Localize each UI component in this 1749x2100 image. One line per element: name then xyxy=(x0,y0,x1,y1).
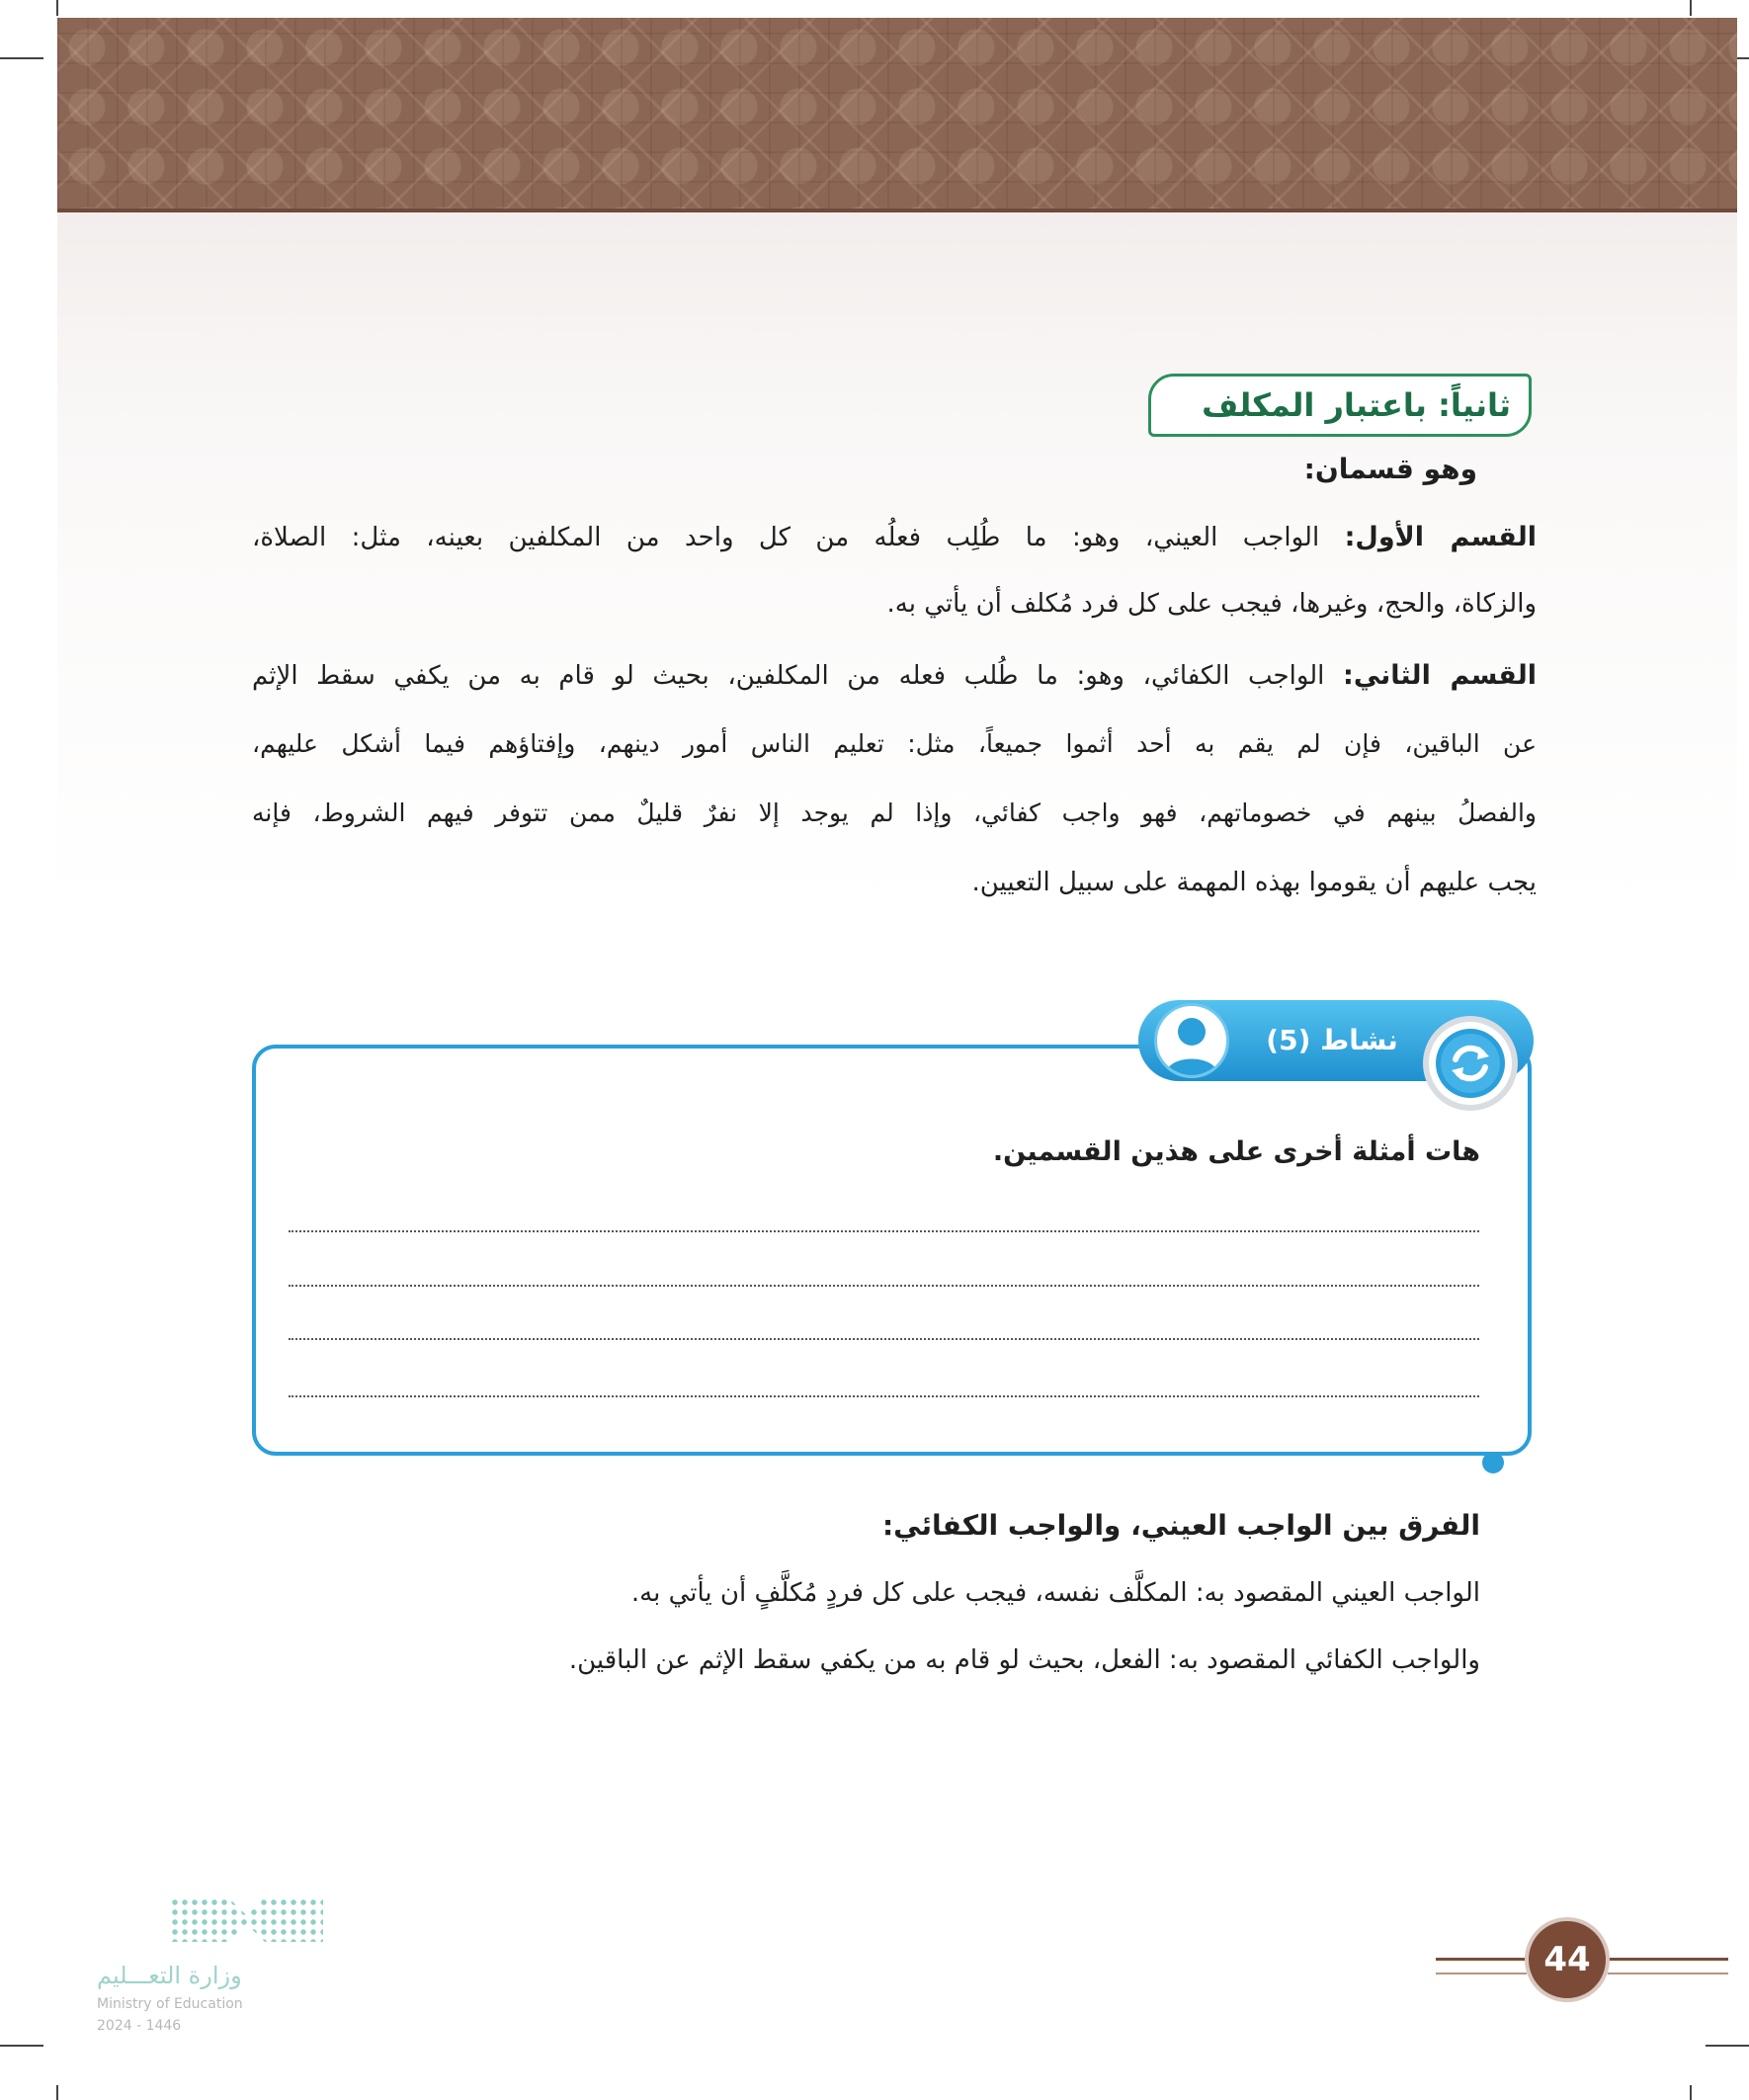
activity-prompt: هات أمثلة أخرى على هذين القسمين. xyxy=(992,1136,1480,1167)
crop-mark xyxy=(0,2045,43,2047)
footer-rule-right-thin xyxy=(1608,1973,1728,1974)
crop-mark xyxy=(0,57,43,59)
answer-line[interactable] xyxy=(289,1285,1479,1287)
footer-rule-left xyxy=(1436,1958,1527,1961)
crop-mark xyxy=(56,2085,58,2100)
student-avatar xyxy=(1154,1003,1229,1078)
section-heading-tab xyxy=(1148,374,1532,437)
activity-box-end-dot xyxy=(1482,1452,1504,1473)
part1-text: الواجب العيني، وهو: ما طُلِب فعلُه من كل واحد من المكلفين بعينه، مثل: الصلاة، xyxy=(252,523,1320,552)
part2-label: القسم الثاني: xyxy=(1343,660,1538,691)
activity-box xyxy=(252,1045,1532,1456)
part1-paragraph-line1 xyxy=(252,522,1537,552)
section-intro: وهو قسمان: xyxy=(1303,453,1477,485)
refresh-icon xyxy=(1434,1027,1507,1100)
part2-paragraph-line4: يجب عليهم أن يقوموا بهذه المهمة على سبيل التعيين. xyxy=(971,868,1537,897)
part2-paragraph-line3: والفصلُ بينهم في خصوماتهم، فهو واجب كفائي، وإذا لم يوجد إلا نفرٌ قليلٌ ممن تتوفر فيهم الشروط، فإنه xyxy=(252,798,1537,827)
decorative-pattern-banner xyxy=(57,18,1737,212)
user-icon xyxy=(1157,1006,1226,1075)
footer-rule-right xyxy=(1608,1958,1728,1961)
ministry-name-english: Ministry of Education xyxy=(97,1996,243,2012)
answer-line[interactable] xyxy=(289,1395,1479,1397)
edition-year: 2024 - 1446 xyxy=(97,2018,182,2034)
activity-label: نشاط (5) xyxy=(1266,1023,1398,1056)
difference-line1: الواجب العيني المقصود به: المكلَّف نفسه، فيجب على كل فردٍ مُكلَّفٍ أن يأتي به. xyxy=(630,1578,1480,1608)
difference-heading: الفرق بين الواجب العيني، والواجب الكفائي: xyxy=(881,1509,1480,1542)
ministry-name-arabic: وزارة التعـــليم xyxy=(97,1962,242,1989)
footer-rule-left-thin xyxy=(1436,1973,1527,1974)
crop-mark xyxy=(1690,2085,1692,2100)
crop-mark xyxy=(1690,0,1692,16)
page-number-badge: 44 xyxy=(1525,1917,1610,2002)
answer-line[interactable] xyxy=(289,1230,1479,1232)
section-heading: ثانياً: باعتبار المكلف xyxy=(1202,386,1511,424)
crop-mark xyxy=(1706,2045,1749,2047)
part2-paragraph-line2: عن الباقين، فإن لم يقم به أحد أثموا جميعاً، مثل: تعليم الناس أمور دينهم، وإفتاؤهم فيما أشكل عليهم، xyxy=(252,729,1537,758)
crop-mark xyxy=(56,0,58,16)
part1-label: القسم الأول: xyxy=(1344,522,1538,552)
difference-line2: والواجب الكفائي المقصود به: الفعل، بحيث لو قام به من يكفي سقط الإثم عن الباقين. xyxy=(568,1645,1480,1675)
answer-line[interactable] xyxy=(289,1338,1479,1340)
refresh-badge xyxy=(1423,1016,1518,1111)
part2-paragraph-line1 xyxy=(252,660,1537,691)
part2-text: الواجب الكفائي، وهو: ما طُلب فعله من المكلفين، بحيث لو قام به من يكفي سقط الإثم xyxy=(252,661,1325,691)
part1-paragraph-line2: والزكاة، والحج، وغيرها، فيجب على كل فرد مُكلف أن يأتي به. xyxy=(886,589,1537,619)
